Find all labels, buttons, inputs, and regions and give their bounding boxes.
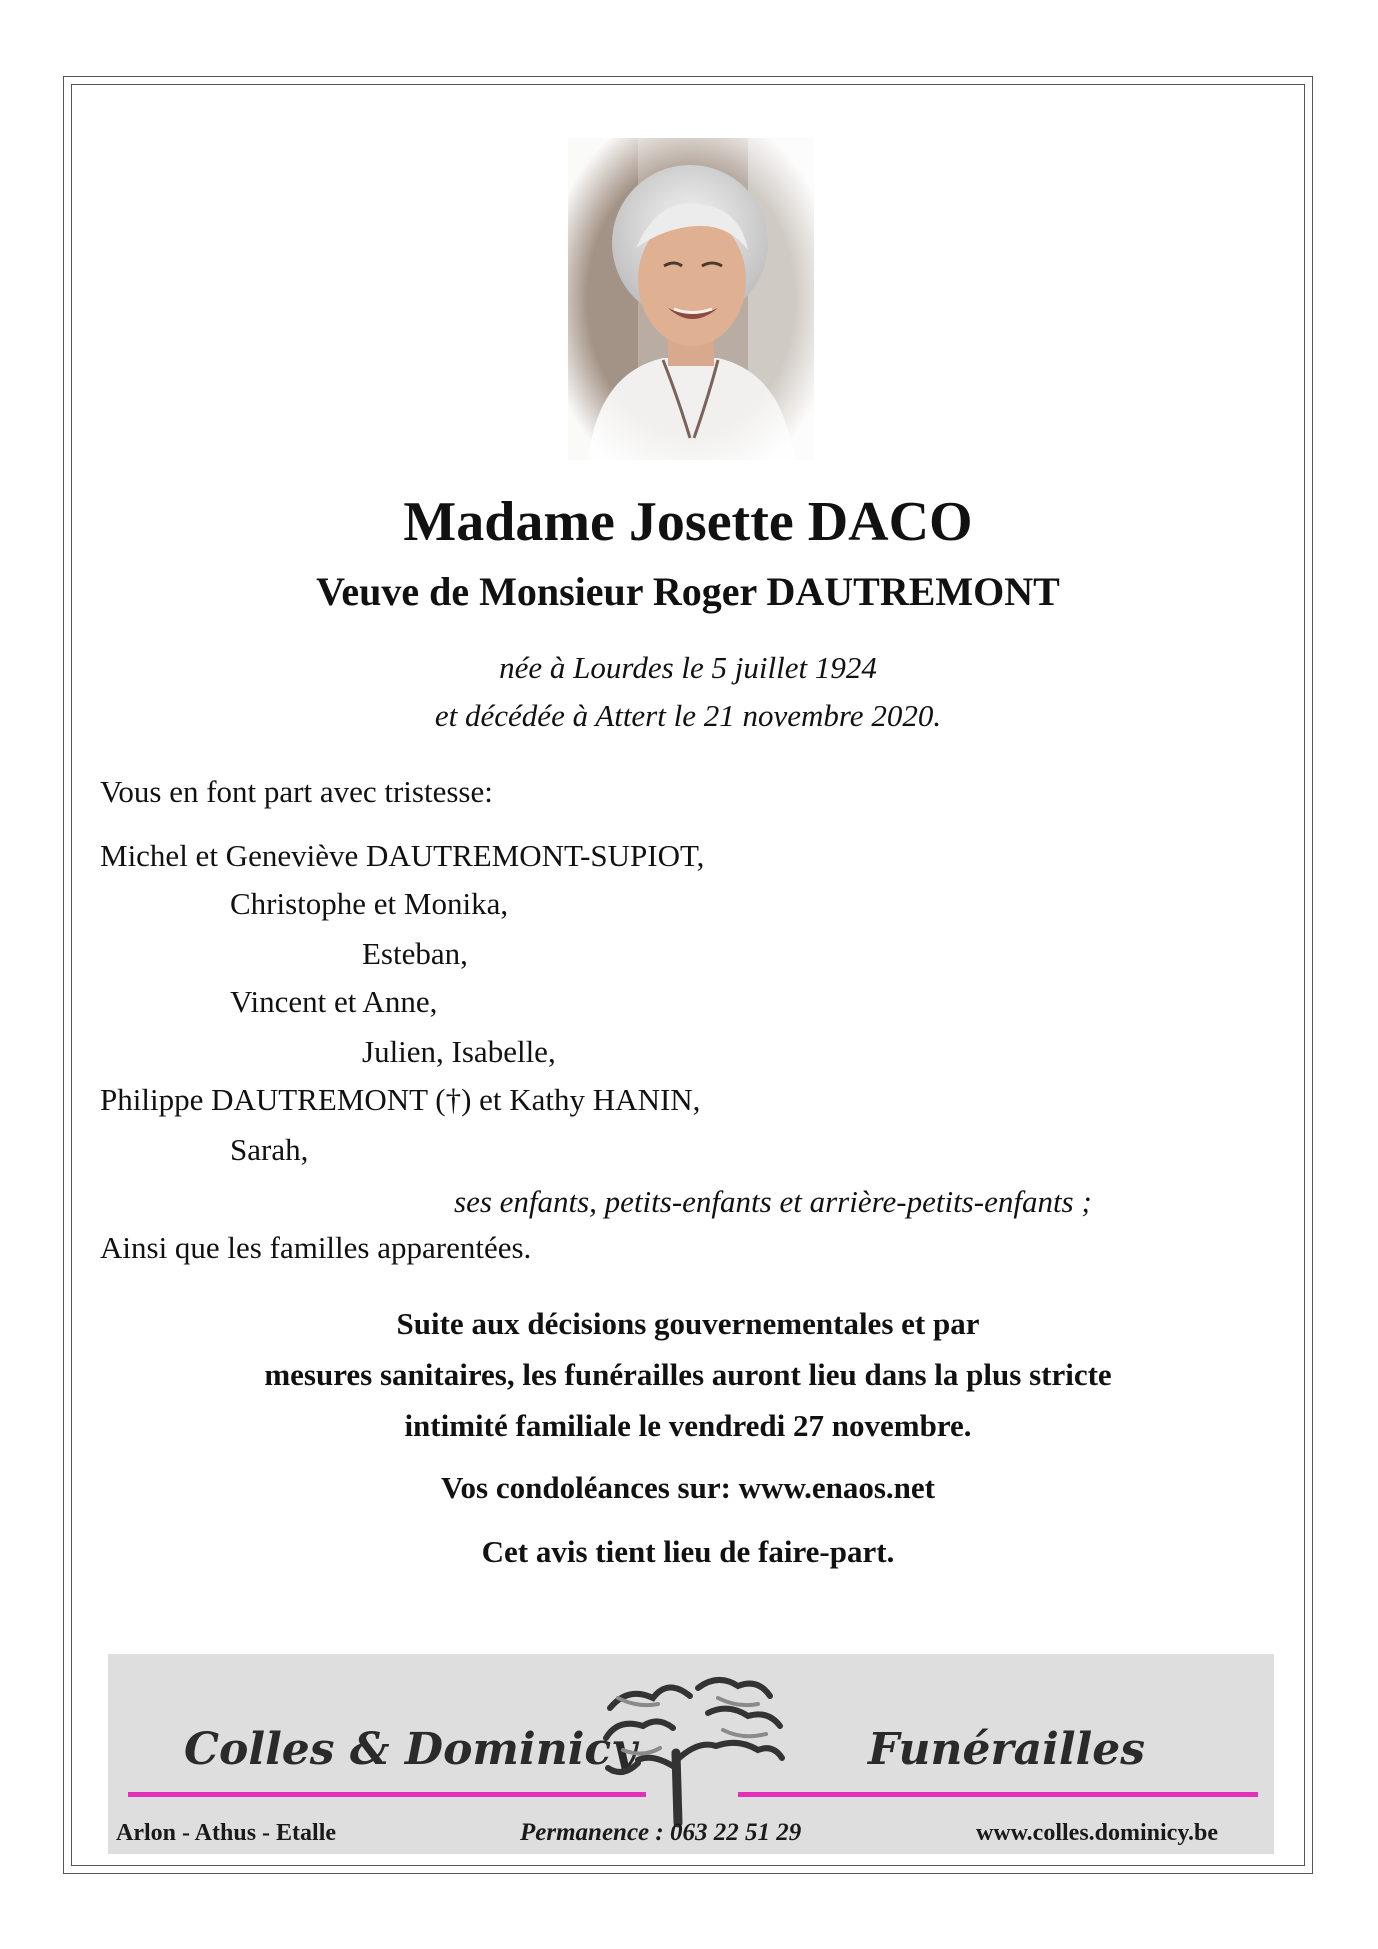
family-member: Julien, Isabelle, — [362, 1034, 556, 1069]
brand-tagline: Funérailles — [868, 1724, 1146, 1775]
family-member: Philippe DAUTREMONT (†) et Kathy HANIN, — [100, 1082, 701, 1117]
family-member: Christophe et Monika, — [230, 886, 509, 921]
family-relation: ses enfants, petits-enfants et arrière-petits-enfants ; — [454, 1184, 1092, 1219]
widow-of: Veuve de Monsieur Roger DAUTREMONT — [316, 569, 1060, 614]
website-link[interactable]: www.colles.dominicy.be — [976, 1820, 1219, 1846]
accent-line-right — [738, 1792, 1258, 1797]
family-member: Michel et Geneviève DAUTREMONT-SUPIOT, — [100, 838, 705, 873]
funeral-notice-line: Suite aux décisions gouvernementales et par — [396, 1306, 980, 1341]
accent-line-left — [128, 1792, 646, 1797]
brand-name: Colles & Dominicy — [184, 1724, 637, 1775]
family-member: Esteban, — [362, 936, 468, 971]
funeral-notice-line: mesures sanitaires, les funérailles auront lieu dans la plus stricte — [264, 1357, 1112, 1392]
phone-line: Permanence : 063 22 51 29 — [520, 1819, 802, 1846]
announcement-intro: Vous en font part avec tristesse: — [100, 774, 493, 809]
birth-info: née à Lourdes le 5 juillet 1924 — [499, 650, 877, 685]
condolences-line: Vos condoléances sur: www.enaos.net — [440, 1470, 936, 1505]
faire-part-note: Cet avis tient lieu de faire-part. — [481, 1534, 895, 1569]
funeral-notice-line: intimité familiale le vendredi 27 novembre. — [404, 1408, 972, 1443]
portrait-photo — [568, 138, 814, 460]
family-member: Sarah, — [230, 1132, 309, 1167]
related-families: Ainsi que les familles apparentées. — [100, 1230, 532, 1265]
funeral-home-banner — [108, 1654, 1274, 1854]
tree-icon — [598, 1668, 788, 1833]
family-member: Vincent et Anne, — [230, 984, 438, 1019]
deceased-name: Madame Josette DACO — [403, 491, 973, 553]
death-info: et décédée à Attert le 21 novembre 2020. — [434, 698, 942, 733]
locations: Arlon - Athus - Etalle — [116, 1820, 337, 1846]
